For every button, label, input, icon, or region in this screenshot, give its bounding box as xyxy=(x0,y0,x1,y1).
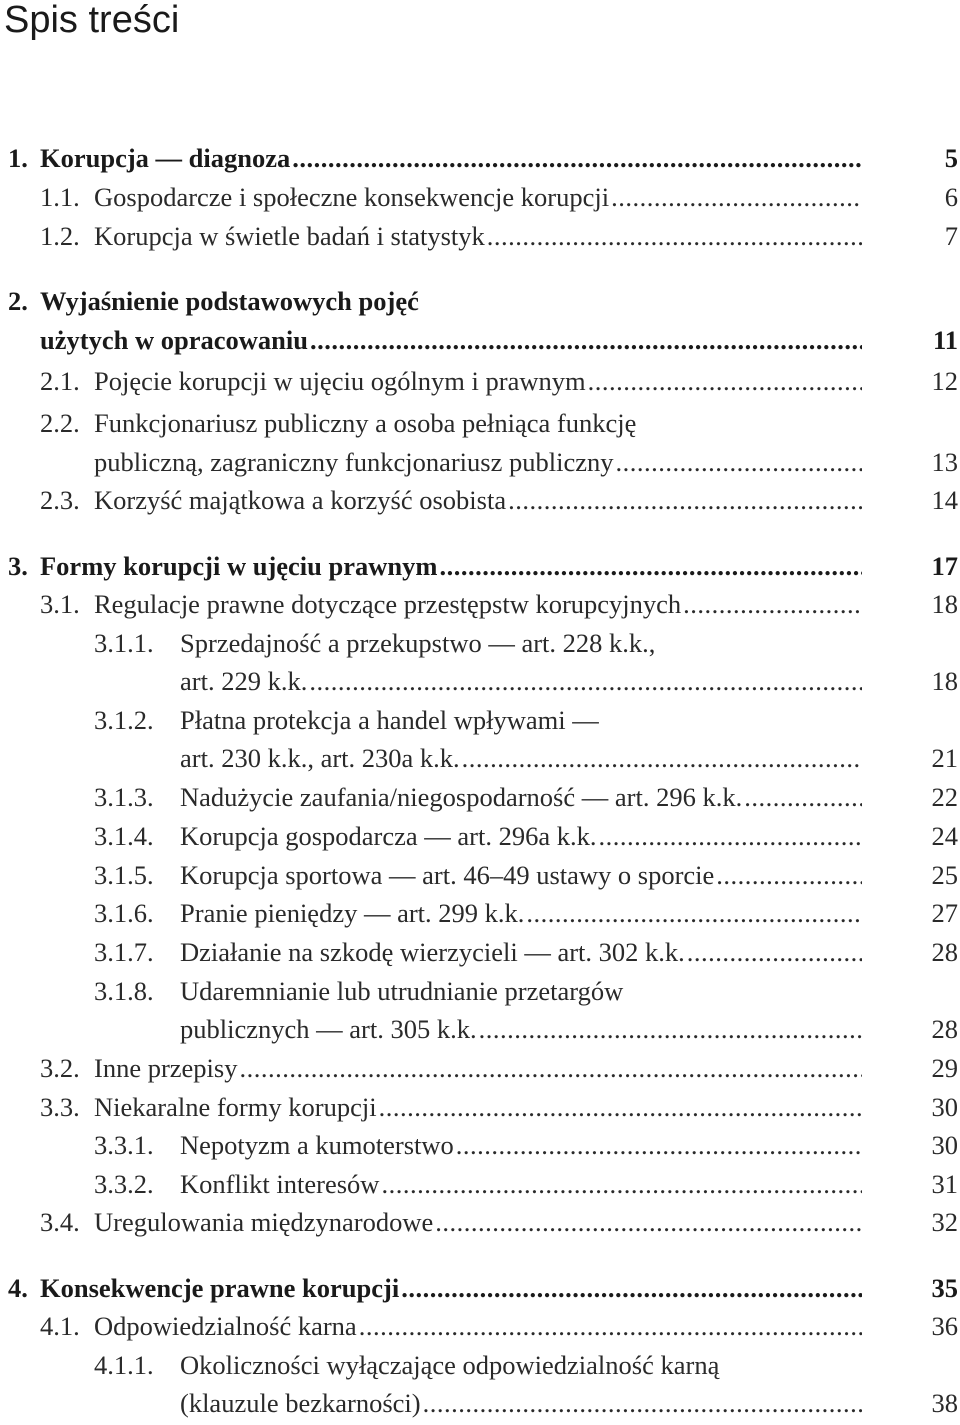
toc-entry-title: Konsekwencje prawne korupcji xyxy=(40,1273,400,1303)
dot-leader xyxy=(310,321,862,359)
toc-entry-continuation[interactable] xyxy=(94,1384,958,1422)
toc-entry-number: 3.1.3. xyxy=(94,782,154,812)
toc-entry-number: 2.1. xyxy=(40,366,80,396)
toc-entry-number: 3.1.7. xyxy=(94,937,154,967)
toc-entry-title: Konflikt interesów xyxy=(180,1169,380,1199)
toc-entry-page-number: 14 xyxy=(931,485,958,515)
toc-entry-title: Uregulowania międzynarodowe xyxy=(94,1207,434,1237)
toc-entry[interactable] xyxy=(94,856,958,894)
toc-entry[interactable] xyxy=(40,217,958,255)
dot-leader xyxy=(309,662,862,700)
toc-entry-title: publiczną, zagraniczny funkcjonariusz publiczny xyxy=(94,447,614,477)
toc-entry[interactable] xyxy=(8,282,958,320)
toc-entry-number: 1. xyxy=(8,143,28,173)
page-title: Spis treści xyxy=(4,0,180,41)
toc-entry-page-number: 12 xyxy=(931,366,958,396)
toc-entry[interactable] xyxy=(94,933,958,971)
toc-entry[interactable] xyxy=(94,817,958,855)
toc-entry-page-number: 6 xyxy=(944,182,958,212)
toc-entry-title: Inne przepisy xyxy=(94,1053,238,1083)
toc-entry-number: 3.3.2. xyxy=(94,1169,154,1199)
toc-entry-title: Korupcja — diagnoza xyxy=(40,143,291,173)
dot-leader xyxy=(240,1049,863,1087)
toc-entry-number: 3.3. xyxy=(40,1092,80,1122)
toc-entry-page-number: 29 xyxy=(931,1053,958,1083)
toc-entry-number: 2.2. xyxy=(40,408,80,438)
toc-entry-number: 1.2. xyxy=(40,221,80,251)
toc-entry[interactable] xyxy=(40,1049,958,1087)
dot-leader xyxy=(435,1203,862,1241)
toc-entry-page-number: 28 xyxy=(931,937,958,967)
toc-entry-title: Wyjaśnienie podstawowych pojęć xyxy=(40,286,419,316)
toc-entry-title: Korzyść majątkowa a korzyść osobista xyxy=(94,485,507,515)
dot-leader xyxy=(526,894,862,932)
toc-entry-continuation[interactable] xyxy=(40,443,958,481)
dot-leader xyxy=(611,178,862,216)
toc-entry-title: Funkcjonariusz publiczny a osoba pełniąca funkcję xyxy=(94,408,637,438)
toc-entry-page-number: 24 xyxy=(931,821,958,851)
dot-leader xyxy=(744,778,862,816)
toc-entry[interactable] xyxy=(40,1203,958,1241)
toc-entry-title: Działanie na szkodę wierzycieli — art. 302 k.k. xyxy=(180,937,685,967)
toc-entry-page-number: 35 xyxy=(931,1273,958,1303)
toc-entry-title: Płatna protekcja a handel wpływami — xyxy=(180,705,599,735)
toc-entry-title: Pojęcie korupcji w ujęciu ogólnym i prawnym xyxy=(94,366,586,396)
toc-entry[interactable] xyxy=(8,547,958,585)
toc-entry-page-number: 25 xyxy=(931,860,958,890)
toc-entry-number: 3.4. xyxy=(40,1207,80,1237)
toc-entry-title: Sprzedajność a przekupstwo — art. 228 k.k., xyxy=(180,628,656,658)
dot-leader xyxy=(683,585,862,623)
toc-entry-title: publicznych — art. 305 k.k. xyxy=(180,1014,477,1044)
dot-leader xyxy=(462,739,862,777)
toc-entry-page-number: 30 xyxy=(931,1130,958,1160)
toc-entry-continuation[interactable] xyxy=(94,662,958,700)
toc-entry-title: użytych w opracowaniu xyxy=(40,325,308,355)
toc-entry-title: Korupcja gospodarcza — art. 296a k.k. xyxy=(180,821,597,851)
dot-leader xyxy=(456,1126,862,1164)
dot-leader xyxy=(588,362,862,400)
dot-leader xyxy=(423,1384,862,1422)
toc-entry-number: 3.3.1. xyxy=(94,1130,154,1160)
toc-entry-page-number: 27 xyxy=(931,898,958,928)
toc-entry[interactable] xyxy=(94,624,958,662)
toc-entry-continuation[interactable] xyxy=(8,321,958,359)
toc-entry-title: art. 229 k.k. xyxy=(180,666,308,696)
toc-entry[interactable] xyxy=(40,178,958,216)
toc-entry-page-number: 32 xyxy=(931,1207,958,1237)
toc-entry-page-number: 30 xyxy=(931,1092,958,1122)
toc-entry-page-number: 18 xyxy=(931,666,958,696)
dot-leader xyxy=(292,139,862,177)
toc-entry-title: Okoliczności wyłączające odpowiedzialność karną xyxy=(180,1350,720,1380)
dot-leader xyxy=(439,547,862,585)
toc-entry[interactable] xyxy=(40,481,958,519)
toc-entry-page-number: 21 xyxy=(931,743,958,773)
toc-entry-number: 3.1.2. xyxy=(94,705,154,735)
toc-entry[interactable] xyxy=(40,1307,958,1345)
toc-entry-number: 2. xyxy=(8,286,28,316)
toc-entry-number: 3.1. xyxy=(40,589,80,619)
toc-entry-page-number: 36 xyxy=(931,1311,958,1341)
toc-entry[interactable] xyxy=(94,701,958,739)
toc-entry-number: 2.3. xyxy=(40,485,80,515)
toc-entry-title: Pranie pieniędzy — art. 299 k.k. xyxy=(180,898,525,928)
toc-entry[interactable] xyxy=(8,139,958,177)
toc-entry-title: Niekaralne formy korupcji xyxy=(94,1092,377,1122)
toc-entry-page-number: 22 xyxy=(931,782,958,812)
toc-entry-page-number: 11 xyxy=(932,325,958,355)
dot-leader xyxy=(716,856,862,894)
toc-entry-page-number: 13 xyxy=(931,447,958,477)
toc-entry-number: 3.1.6. xyxy=(94,898,154,928)
dot-leader xyxy=(381,1165,862,1203)
toc-entry[interactable] xyxy=(94,1346,958,1384)
toc-entry-number: 3.2. xyxy=(40,1053,80,1083)
dot-leader xyxy=(479,1010,862,1048)
toc-entry-title: Formy korupcji w ujęciu prawnym xyxy=(40,551,438,581)
toc-entry-page-number: 5 xyxy=(944,143,958,173)
dot-leader xyxy=(379,1088,862,1126)
toc-entry-number: 3. xyxy=(8,551,28,581)
toc-entry[interactable] xyxy=(40,1088,958,1126)
toc-entry-continuation[interactable] xyxy=(94,739,958,777)
toc-entry-continuation[interactable] xyxy=(94,1010,958,1048)
toc-entry[interactable] xyxy=(94,894,958,932)
toc-entry-number: 4.1.1. xyxy=(94,1350,154,1380)
dot-leader xyxy=(487,217,862,255)
toc-entry[interactable] xyxy=(94,778,958,816)
toc-entry-number: 4. xyxy=(8,1273,28,1303)
toc-entry-title: Nadużycie zaufania/niegospodarność — art. 296 k.k. xyxy=(180,782,743,812)
toc-entry-number: 3.1.4. xyxy=(94,821,154,851)
toc-entry-title: Udaremnianie lub utrudnianie przetargów xyxy=(180,976,624,1006)
dot-leader xyxy=(615,443,862,481)
toc-entry-title: Gospodarcze i społeczne konsekwencje korupcji xyxy=(94,182,610,212)
toc-entry-title: Nepotyzm a kumoterstwo xyxy=(180,1130,454,1160)
dot-leader xyxy=(401,1269,862,1307)
toc-entry[interactable] xyxy=(94,1165,958,1203)
toc-entry-number: 3.1.8. xyxy=(94,976,154,1006)
dot-leader xyxy=(599,817,863,855)
toc-entry-page-number: 18 xyxy=(931,589,958,619)
toc-entry[interactable] xyxy=(40,585,958,623)
toc-entry-title: art. 230 k.k., art. 230a k.k. xyxy=(180,743,460,773)
toc-entry-number: 1.1. xyxy=(40,182,80,212)
toc-entry-title: Korupcja sportowa — art. 46–49 ustawy o sporcie xyxy=(180,860,715,890)
toc-entry-title: Korupcja w świetle badań i statystyk xyxy=(94,221,485,251)
toc-entry-title: (klauzule bezkarności) xyxy=(180,1388,421,1418)
toc-entry-page-number: 28 xyxy=(931,1014,958,1044)
toc-entry-page-number: 7 xyxy=(944,221,958,251)
toc-entry-page-number: 17 xyxy=(931,551,958,581)
toc-entry-number: 3.1.5. xyxy=(94,860,154,890)
toc-entry-page-number: 38 xyxy=(931,1388,958,1418)
dot-leader xyxy=(508,481,862,519)
toc-entry[interactable] xyxy=(40,404,958,442)
toc-entry[interactable] xyxy=(40,362,958,400)
toc-entry[interactable] xyxy=(94,972,958,1010)
dot-leader xyxy=(687,933,862,971)
toc-entry-number: 3.1.1. xyxy=(94,628,154,658)
toc-entry-page-number: 31 xyxy=(931,1169,958,1199)
toc-entry-title: Odpowiedzialność karna xyxy=(94,1311,357,1341)
toc-entry-number: 4.1. xyxy=(40,1311,80,1341)
toc-entry-title: Regulacje prawne dotyczące przestępstw korupcyjnych xyxy=(94,589,682,619)
toc-entry[interactable] xyxy=(8,1269,958,1307)
dot-leader xyxy=(359,1307,862,1345)
toc-entry[interactable] xyxy=(94,1126,958,1164)
